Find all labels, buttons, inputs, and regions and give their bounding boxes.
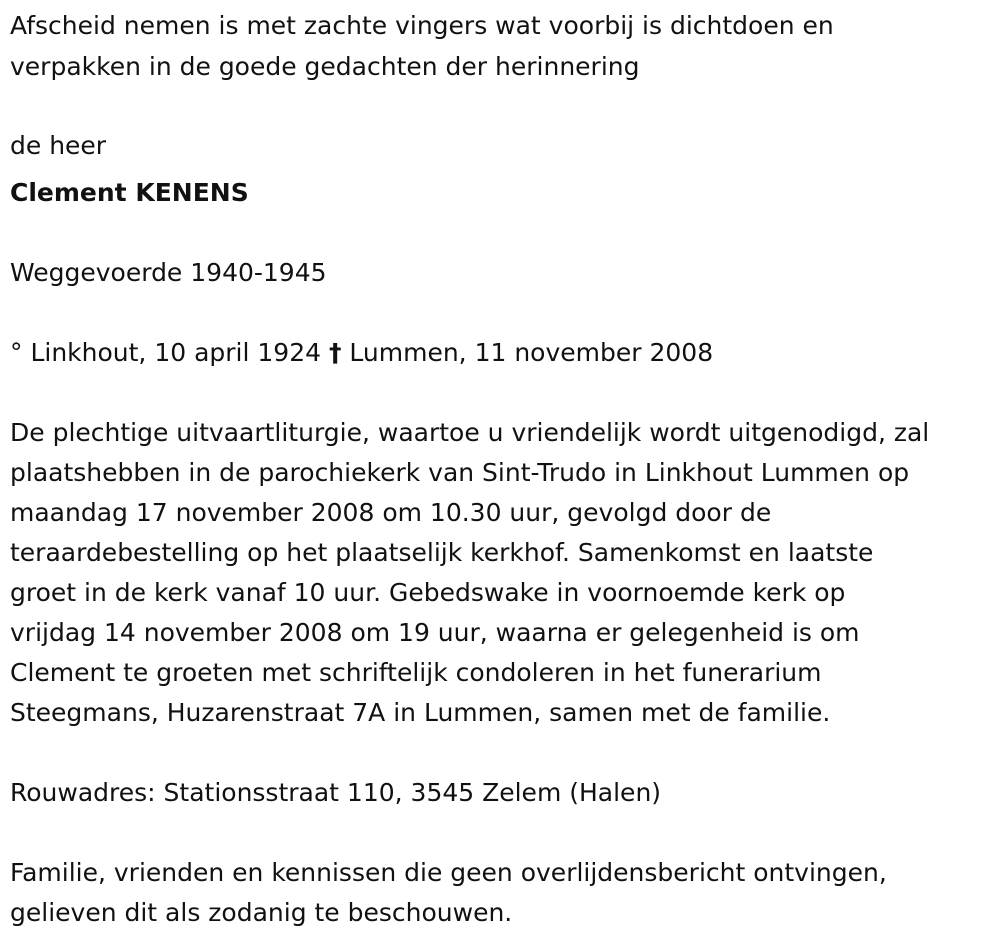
quote-line: verpakken in de goede gedachten der herinnering: [10, 52, 640, 81]
ceremony-line: groet in de kerk vanaf 10 uur. Gebedswake in voornoemde kerk op: [10, 578, 846, 607]
closing-line: gelieven dit als zodanig te beschouwen.: [10, 898, 513, 927]
note-text: Weggevoerde 1940-1945: [10, 258, 327, 287]
address-text: Rouwadres: Stationsstraat 110, 3545 Zelem (Halen): [10, 778, 662, 807]
deceased-name: Clement KENENS: [10, 178, 249, 207]
ceremony-line: De plechtige uitvaartliturgie, waartoe u vriendelijk wordt uitgenodigd, zal: [10, 418, 930, 447]
cross-icon: †: [328, 338, 342, 367]
closing-line: Familie, vrienden en kennissen die geen overlijdensbericht ontvingen,: [10, 858, 887, 887]
dates-line: [10, 333, 713, 373]
quote-line: Afscheid nemen is met zachte vingers wat voorbij is dichtdoen en: [10, 11, 834, 40]
title-text: de heer: [10, 131, 107, 160]
ceremony-line: maandag 17 november 2008 om 10.30 uur, gevolgd door de: [10, 498, 772, 527]
ceremony-line: teraardebestelling op het plaatselijk kerkhof. Samenkomst en laatste: [10, 538, 874, 567]
ceremony-line: vrijdag 14 november 2008 om 19 uur, waarna er gelegenheid is om: [10, 618, 860, 647]
birth-text: ° Linkhout, 10 april 1924: [10, 338, 322, 367]
ceremony-line: plaatshebben in de parochiekerk van Sint-Trudo in Linkhout Lummen op: [10, 458, 910, 487]
ceremony-line: Steegmans, Huzarenstraat 7A in Lummen, samen met de familie.: [10, 698, 831, 727]
ceremony-line: Clement te groeten met schriftelijk condoleren in het funerarium: [10, 658, 822, 687]
death-text: Lummen, 11 november 2008: [349, 338, 714, 367]
